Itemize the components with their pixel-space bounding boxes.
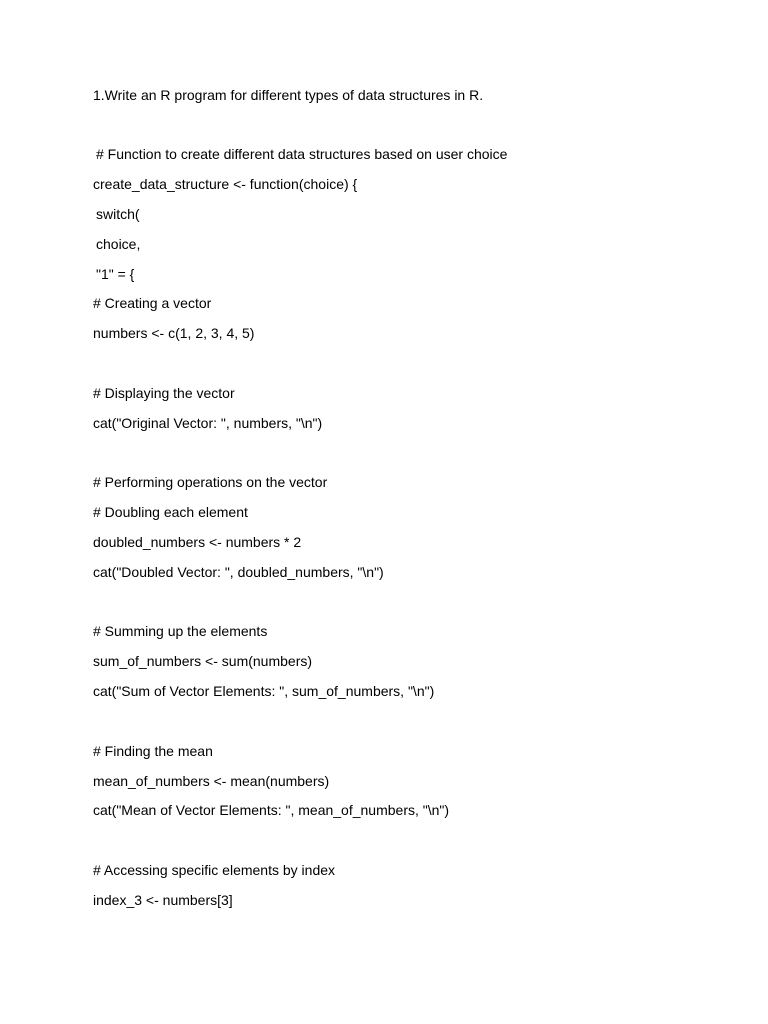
code-line: numbers <- c(1, 2, 3, 4, 5) [93, 325, 255, 341]
code-line: cat("Mean of Vector Elements: ", mean_of_numbers, "\n") [93, 802, 450, 818]
code-line: # Doubling each element [93, 504, 248, 520]
code-line: # Creating a vector [93, 295, 212, 311]
code-line: mean_of_numbers <- mean(numbers) [93, 773, 330, 789]
code-line: # Performing operations on the vector [93, 474, 328, 490]
code-line: create_data_structure <- function(choice) { [93, 176, 358, 192]
code-line: "1" = { [96, 266, 135, 282]
code-line: cat("Original Vector: ", numbers, "\n") [93, 415, 323, 431]
code-line: # Finding the mean [93, 743, 213, 759]
code-line: cat("Sum of Vector Elements: ", sum_of_numbers, "\n") [93, 683, 435, 699]
code-line: # Function to create different data structures based on user choice [96, 146, 508, 162]
document-title: 1.Write an R program for different types of data structures in R. [93, 87, 484, 103]
code-line: switch( [96, 206, 140, 222]
code-line: # Displaying the vector [93, 385, 235, 401]
code-line: sum_of_numbers <- sum(numbers) [93, 653, 313, 669]
code-line: choice, [96, 236, 141, 252]
code-line: doubled_numbers <- numbers * 2 [93, 534, 302, 550]
code-line: # Summing up the elements [93, 623, 268, 639]
code-line: index_3 <- numbers[3] [93, 892, 233, 908]
code-line: # Accessing specific elements by index [93, 862, 336, 878]
code-line: cat("Doubled Vector: ", doubled_numbers, "\n") [93, 564, 384, 580]
